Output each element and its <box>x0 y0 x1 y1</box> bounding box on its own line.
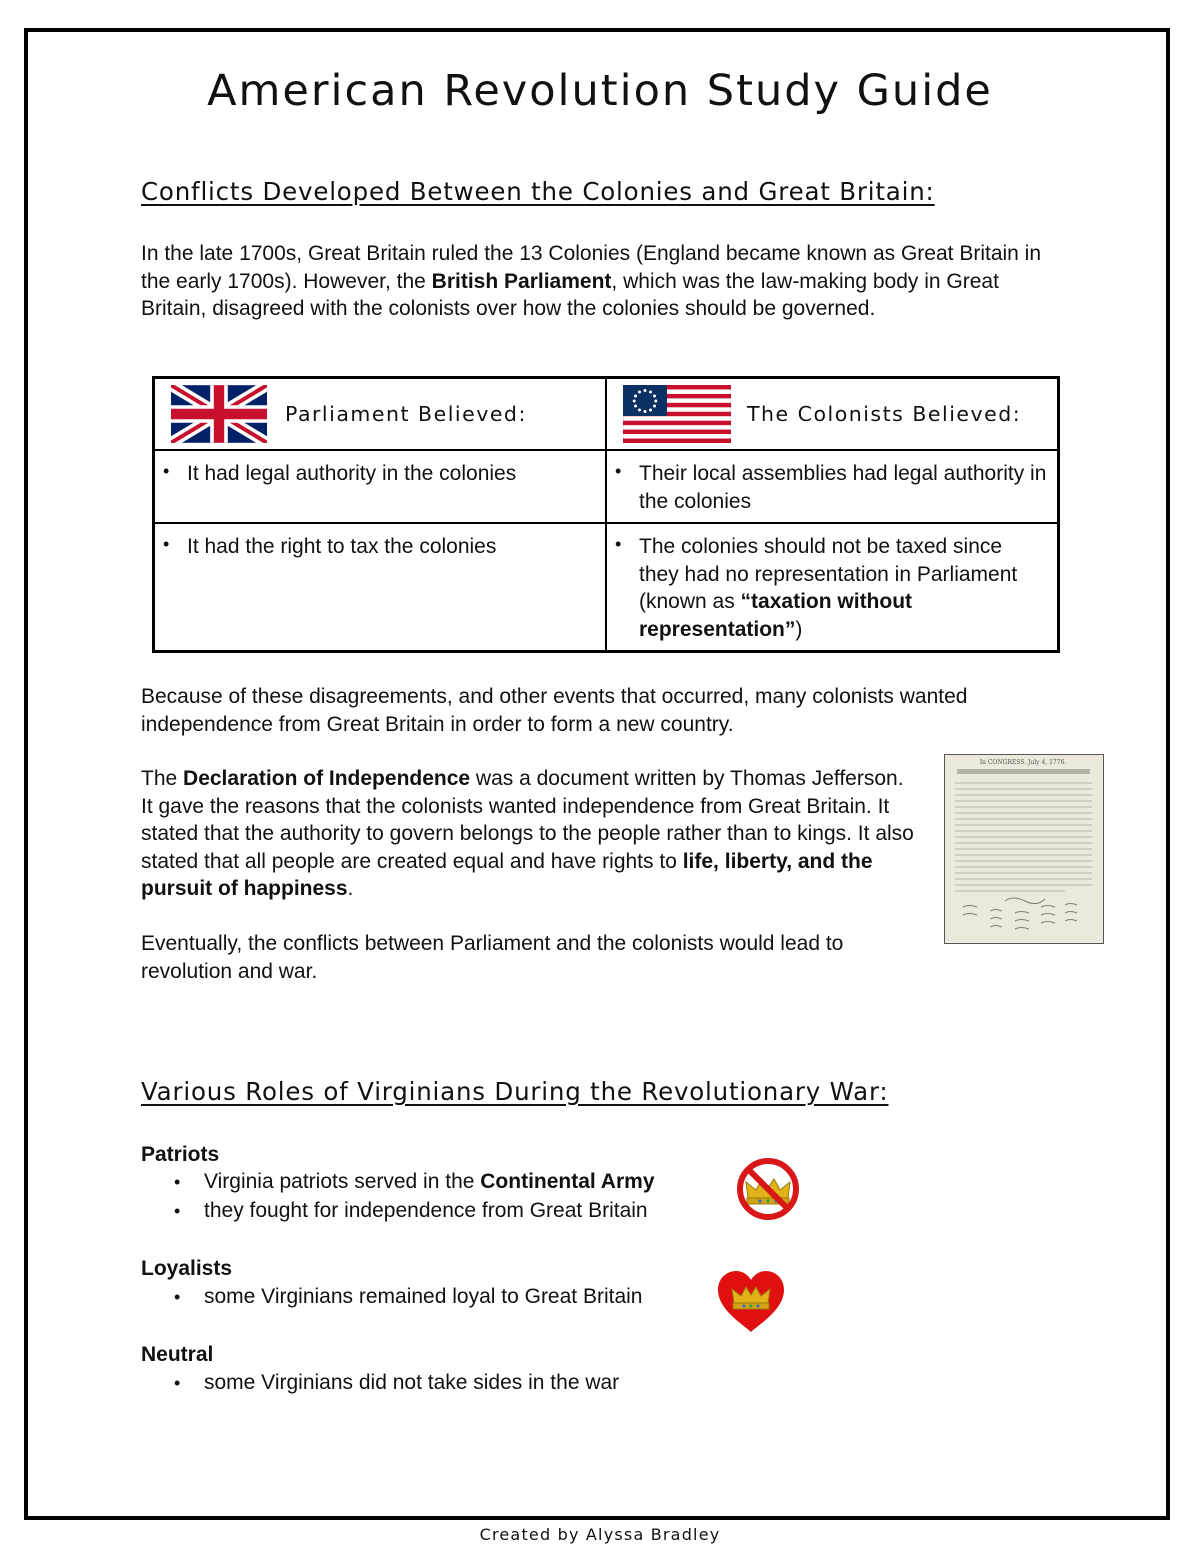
parliament-belief-1: • It had legal authority in the colonies <box>154 450 607 523</box>
parliament-belief-2: • It had the right to tax the colonies <box>154 523 607 652</box>
union-jack-flag-icon <box>171 385 267 443</box>
section-heading-roles: Various Roles of Virginians During the Revolutionary War: <box>141 1077 889 1106</box>
neutral-label: Neutral <box>141 1343 214 1366</box>
colonists-header-cell <box>606 378 1059 451</box>
neutral-item-1: • some Virginians did not take sides in the war <box>174 1369 619 1397</box>
betsy-ross-flag-icon <box>623 385 731 443</box>
no-crown-icon <box>734 1155 802 1223</box>
patriots-item-2: • they fought for independence from Great Britain <box>174 1197 648 1225</box>
bullet-icon: • <box>163 461 170 481</box>
bullet-icon: • <box>163 534 170 554</box>
page-title: American Revolution Study Guide <box>207 66 993 116</box>
bullet-icon: • <box>174 1287 181 1307</box>
colonists-belief-1: • Their local assemblies had legal authority in the colonies <box>606 450 1059 523</box>
eventually-paragraph: Eventually, the conflicts between Parliament and the colonists would lead to revolution and war. <box>141 932 844 983</box>
footer-credit: Created by Alyssa Bradley <box>479 1525 721 1544</box>
intro-paragraph: In the late 1700s, Great Britain ruled the 13 Colonies (England became known as Great Britain in the early 1700s). However, the British Parliament, which was the law-making body in Great Britain, disagreed with the colonists over how the colonies should be governed. <box>141 242 1042 320</box>
heart-crown-icon <box>716 1270 786 1334</box>
patriots-item-1: • Virginia patriots served in the Continental Army <box>174 1168 655 1196</box>
parliament-header-label: Parliament Believed: <box>285 402 527 426</box>
declaration-document-image <box>944 754 1104 944</box>
bullet-icon: • <box>615 534 622 554</box>
declaration-caption: In CONGRESS. July 4, 1776. <box>979 759 1067 766</box>
loyalists-label: Loyalists <box>141 1257 233 1280</box>
patriots-label: Patriots <box>141 1143 220 1166</box>
beliefs-table <box>152 376 1060 653</box>
loyalists-item-1: • some Virginians remained loyal to Great Britain <box>174 1283 643 1311</box>
bullet-icon: • <box>174 1201 181 1221</box>
disagreements-paragraph: Because of these disagreements, and other events that occurred, many colonists wanted independence from Great Britain in order to form a new country. <box>141 685 968 736</box>
colonists-header-label: The Colonists Believed: <box>747 402 1022 426</box>
bullet-icon: • <box>174 1373 181 1393</box>
bullet-icon: • <box>615 461 622 481</box>
bullet-icon: • <box>174 1172 181 1192</box>
declaration-paragraph: The Declaration of Independence was a document written by Thomas Jefferson. It gave the reasons that the colonists wanted independence from Great Britain. It stated that the authority to govern belongs to the people rather than to kings. It also stated that all people are created equal and have rights to life, liberty, and the pursuit of happiness. <box>141 767 914 900</box>
section-heading-conflicts: Conflicts Developed Between the Colonies and Great Britain: <box>141 177 935 206</box>
parliament-header-cell <box>154 378 607 451</box>
colonists-belief-2: • The colonies should not be taxed since they had no representation in Parliament (known as “taxation without representation”) <box>606 523 1059 652</box>
